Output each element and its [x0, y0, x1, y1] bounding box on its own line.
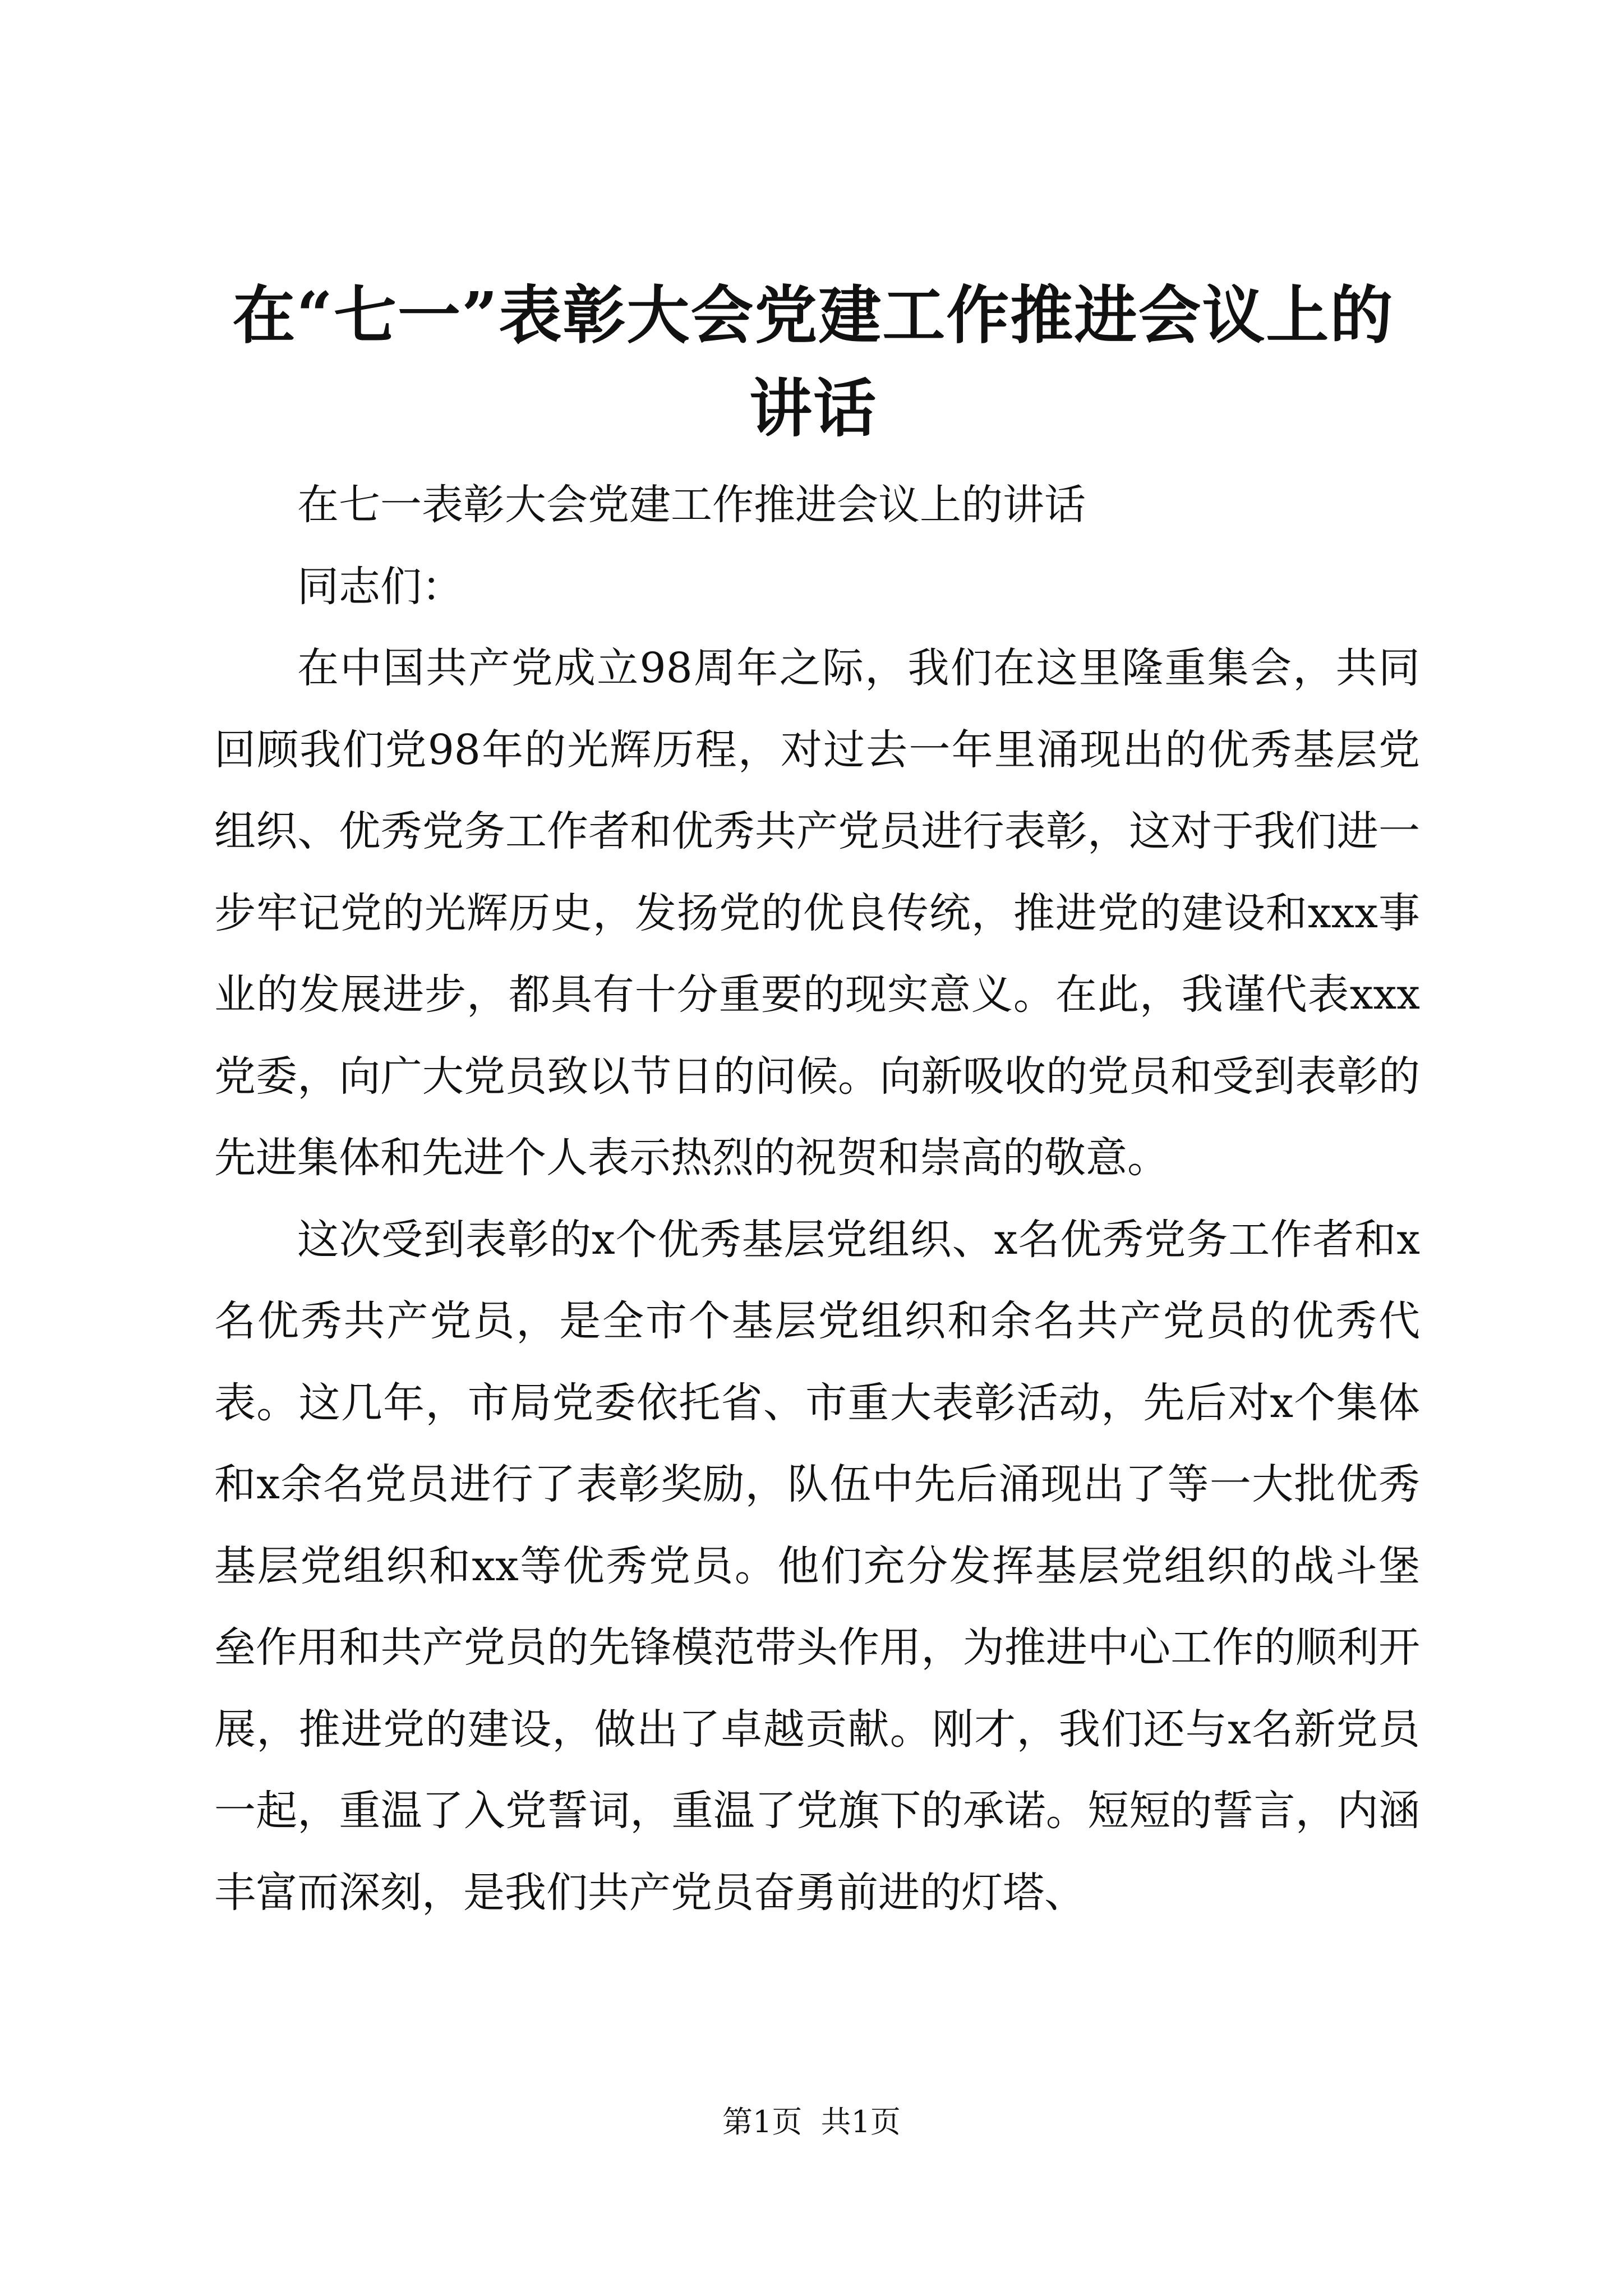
page-total: 共1页 [820, 2104, 901, 2139]
salutation-paragraph: 同志们： [297, 562, 463, 611]
body-paragraph: 这次受到表彰的x个优秀基层党组织、x名优秀党务工作者和x名优秀共产党员，是全市个基层党组织和余名共产党员的优秀代表。这几年，市局党委依托省、市重大表彰活动，先后对x个集体和x余名党员进行了表彰奖励，队伍中先后涌现出了等一大批优秀基层党组织和xx等优秀党员。他们充分发挥基层党组织的战斗堡垒作用和共产党员的先锋模范带头作用，为推进中心工作的顺利开展，推进党的建设，做出了卓越贡献。刚才，我们还与x名新党员一起，重温了入党誓词，重温了党旗下的承诺。短短的誓言，内涵丰富而深刻，是我们共产党员奋勇前进的灯塔、 [214, 1215, 1420, 1917]
page-number: 第1页 [722, 2104, 803, 2139]
document-body [214, 464, 1420, 1934]
body-paragraph: 在中国共产党成立98周年之际，我们在这里隆重集会，共同回顾我们党98年的光辉历程，对过去一年里涌现出的优秀基层党组织、优秀党务工作者和优秀共产党员进行表彰，这对于我们进一步牢记党的光辉历史，发扬党的优良传统，推进党的建设和xxx事业的发展进步，都具有十分重要的现实意义。在此，我谨代表xxx党委，向广大党员致以节日的问候。向新吸收的党员和受到表彰的先进集体和先进个人表示热烈的祝贺和崇高的敬意。 [214, 644, 1420, 1182]
page-footer [0, 2102, 1623, 2142]
document-title: 在“七一”表彰大会党建工作推进会议上的讲话 [232, 279, 1394, 445]
subtitle-paragraph: 在七一表彰大会党建工作推进会议上的讲话 [297, 481, 1086, 529]
